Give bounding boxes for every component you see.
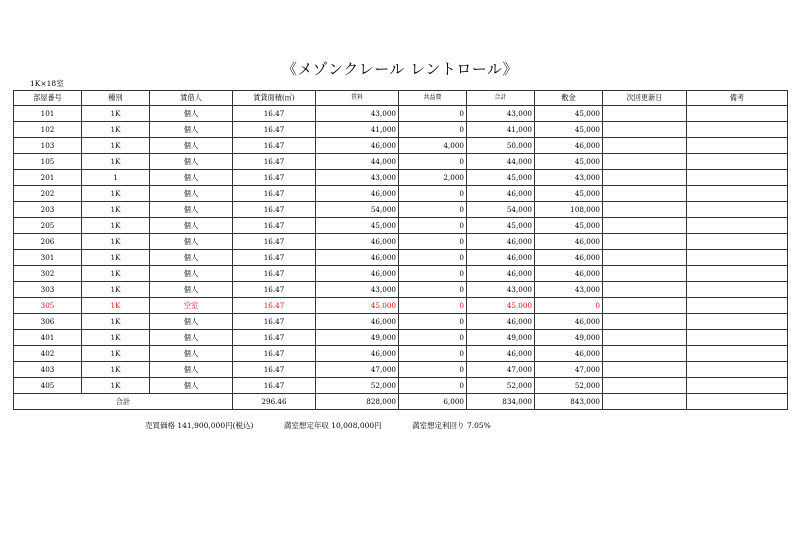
totals-row [14, 394, 788, 410]
cell-area: 16.47 [233, 122, 316, 138]
cell-tenant: 個人 [150, 202, 233, 218]
cell-room: 301 [14, 250, 82, 266]
header-renewal: 次回更新日 [603, 91, 687, 106]
cell-total: 46,000 [467, 346, 535, 362]
cell-tenant: 個人 [150, 186, 233, 202]
cell-total: 44,000 [467, 154, 535, 170]
cell-common-fee: 0 [399, 122, 467, 138]
cell-room: 303 [14, 282, 82, 298]
cell-notes [687, 154, 788, 170]
cell-total: 52,000 [467, 378, 535, 394]
cell-renewal [603, 138, 687, 154]
cell-room: 103 [14, 138, 82, 154]
cell-notes [687, 186, 788, 202]
cell-renewal [603, 362, 687, 378]
cell-tenant: 個人 [150, 282, 233, 298]
rent-roll-table [13, 90, 788, 410]
header-common-fee: 共益費 [399, 91, 467, 106]
cell-notes [687, 138, 788, 154]
table-row [14, 378, 788, 394]
cell-renewal [603, 122, 687, 138]
cell-area: 16.47 [233, 138, 316, 154]
cell-rent: 45,000 [316, 298, 399, 314]
cell-deposit: 47,000 [535, 362, 603, 378]
cell-notes [687, 234, 788, 250]
cell-room: 105 [14, 154, 82, 170]
cell-type: 1K [82, 122, 150, 138]
cell-notes [687, 266, 788, 282]
cell-type: 1K [82, 250, 150, 266]
cell-notes [687, 250, 788, 266]
cell-common-fee: 0 [399, 250, 467, 266]
cell-rent: 46,000 [316, 234, 399, 250]
totals-common-fee: 6,000 [399, 394, 467, 410]
table-row [14, 170, 788, 186]
cell-renewal [603, 314, 687, 330]
cell-deposit: 45,000 [535, 154, 603, 170]
table-row [14, 122, 788, 138]
table-header-row [14, 91, 788, 106]
cell-type: 1K [82, 346, 150, 362]
cell-total: 49,000 [467, 330, 535, 346]
totals-notes [687, 394, 788, 410]
cell-rent: 43,000 [316, 170, 399, 186]
cell-deposit: 46,000 [535, 250, 603, 266]
cell-rent: 52,000 [316, 378, 399, 394]
cell-type: 1K [82, 282, 150, 298]
cell-renewal [603, 218, 687, 234]
cell-type: 1K [82, 154, 150, 170]
summary-line [145, 420, 519, 431]
header-room: 部屋番号 [14, 91, 82, 106]
cell-common-fee: 0 [399, 378, 467, 394]
cell-notes [687, 362, 788, 378]
cell-renewal [603, 282, 687, 298]
cell-tenant: 個人 [150, 362, 233, 378]
cell-room: 305 [14, 298, 82, 314]
cell-common-fee: 0 [399, 330, 467, 346]
unit-count-note: 1K×18室 [30, 79, 64, 88]
cell-rent: 47,000 [316, 362, 399, 378]
cell-rent: 43,000 [316, 106, 399, 122]
cell-deposit: 45,000 [535, 106, 603, 122]
cell-rent: 46,000 [316, 138, 399, 154]
cell-tenant: 空室 [150, 298, 233, 314]
cell-total: 45,000 [467, 218, 535, 234]
cell-common-fee: 0 [399, 346, 467, 362]
cell-renewal [603, 330, 687, 346]
cell-rent: 49,000 [316, 330, 399, 346]
cell-room: 206 [14, 234, 82, 250]
cell-notes [687, 218, 788, 234]
cell-renewal [603, 234, 687, 250]
cell-rent: 43,000 [316, 282, 399, 298]
cell-common-fee: 0 [399, 266, 467, 282]
cell-area: 16.47 [233, 266, 316, 282]
cell-notes [687, 122, 788, 138]
cell-renewal [603, 186, 687, 202]
cell-type: 1 [82, 170, 150, 186]
cell-deposit: 49,000 [535, 330, 603, 346]
cell-rent: 46,000 [316, 314, 399, 330]
cell-area: 16.47 [233, 362, 316, 378]
table-row [14, 186, 788, 202]
cell-room: 403 [14, 362, 82, 378]
cell-total: 43,000 [467, 106, 535, 122]
cell-deposit: 46,000 [535, 314, 603, 330]
cell-common-fee: 4,000 [399, 138, 467, 154]
header-deposit: 敷金 [535, 91, 603, 106]
cell-renewal [603, 266, 687, 282]
table-row [14, 362, 788, 378]
cell-tenant: 個人 [150, 250, 233, 266]
cell-rent: 46,000 [316, 250, 399, 266]
cell-type: 1K [82, 362, 150, 378]
table-row [14, 298, 788, 314]
full-occupancy-yield: 満室想定利回り 7.05% [412, 421, 491, 430]
totals-label: 合計 [14, 394, 233, 410]
cell-tenant: 個人 [150, 378, 233, 394]
cell-notes [687, 170, 788, 186]
cell-room: 405 [14, 378, 82, 394]
cell-area: 16.47 [233, 330, 316, 346]
cell-rent: 46,000 [316, 186, 399, 202]
cell-common-fee: 0 [399, 314, 467, 330]
header-tenant: 賃借人 [150, 91, 233, 106]
cell-total: 41,000 [467, 122, 535, 138]
cell-deposit: 52,000 [535, 378, 603, 394]
cell-type: 1K [82, 202, 150, 218]
cell-tenant: 個人 [150, 122, 233, 138]
cell-rent: 41,000 [316, 122, 399, 138]
cell-area: 16.47 [233, 298, 316, 314]
cell-deposit: 46,000 [535, 138, 603, 154]
table-row [14, 154, 788, 170]
cell-renewal [603, 154, 687, 170]
table-row [14, 218, 788, 234]
cell-room: 306 [14, 314, 82, 330]
totals-deposit: 843,000 [535, 394, 603, 410]
cell-deposit: 45,000 [535, 122, 603, 138]
cell-common-fee: 0 [399, 218, 467, 234]
cell-room: 101 [14, 106, 82, 122]
cell-common-fee: 0 [399, 282, 467, 298]
cell-total: 54,000 [467, 202, 535, 218]
cell-tenant: 個人 [150, 170, 233, 186]
cell-tenant: 個人 [150, 346, 233, 362]
cell-type: 1K [82, 314, 150, 330]
cell-total: 46,000 [467, 250, 535, 266]
cell-total: 45,000 [467, 298, 535, 314]
cell-room: 401 [14, 330, 82, 346]
cell-renewal [603, 170, 687, 186]
table-row [14, 106, 788, 122]
cell-deposit: 46,000 [535, 234, 603, 250]
cell-area: 16.47 [233, 154, 316, 170]
cell-area: 16.47 [233, 170, 316, 186]
cell-common-fee: 0 [399, 202, 467, 218]
cell-total: 46,000 [467, 234, 535, 250]
cell-type: 1K [82, 266, 150, 282]
cell-rent: 46,000 [316, 266, 399, 282]
cell-notes [687, 330, 788, 346]
header-rent: 賃料 [316, 91, 399, 106]
cell-notes [687, 282, 788, 298]
cell-total: 46,000 [467, 314, 535, 330]
cell-room: 205 [14, 218, 82, 234]
cell-room: 102 [14, 122, 82, 138]
cell-notes [687, 298, 788, 314]
cell-notes [687, 106, 788, 122]
cell-tenant: 個人 [150, 138, 233, 154]
cell-deposit: 108,000 [535, 202, 603, 218]
cell-notes [687, 202, 788, 218]
cell-area: 16.47 [233, 314, 316, 330]
cell-total: 46,000 [467, 186, 535, 202]
cell-room: 203 [14, 202, 82, 218]
cell-area: 16.47 [233, 250, 316, 266]
cell-tenant: 個人 [150, 106, 233, 122]
table-row [14, 266, 788, 282]
cell-type: 1K [82, 234, 150, 250]
cell-notes [687, 314, 788, 330]
cell-renewal [603, 202, 687, 218]
cell-deposit: 43,000 [535, 170, 603, 186]
cell-rent: 44,000 [316, 154, 399, 170]
cell-type: 1K [82, 106, 150, 122]
header-area: 賃貸面積(㎡) [233, 91, 316, 106]
cell-total: 47,000 [467, 362, 535, 378]
cell-renewal [603, 346, 687, 362]
full-occupancy-income: 満室想定年収 10,008,000円 [283, 421, 382, 430]
cell-type: 1K [82, 218, 150, 234]
header-type: 種別 [82, 91, 150, 106]
cell-tenant: 個人 [150, 234, 233, 250]
header-notes: 備考 [687, 91, 788, 106]
cell-common-fee: 0 [399, 298, 467, 314]
cell-tenant: 個人 [150, 218, 233, 234]
totals-renewal [603, 394, 687, 410]
cell-deposit: 46,000 [535, 346, 603, 362]
cell-total: 45,000 [467, 170, 535, 186]
cell-area: 16.47 [233, 186, 316, 202]
sale-price: 売買価格 141,900,000円(税込) [145, 421, 254, 430]
cell-common-fee: 0 [399, 106, 467, 122]
cell-deposit: 46,000 [535, 266, 603, 282]
totals-rent: 828,000 [316, 394, 399, 410]
cell-deposit: 0 [535, 298, 603, 314]
cell-common-fee: 2,000 [399, 170, 467, 186]
cell-total: 50,000 [467, 138, 535, 154]
cell-tenant: 個人 [150, 314, 233, 330]
cell-deposit: 43,000 [535, 282, 603, 298]
cell-type: 1K [82, 330, 150, 346]
cell-total: 43,000 [467, 282, 535, 298]
cell-area: 16.47 [233, 106, 316, 122]
cell-tenant: 個人 [150, 330, 233, 346]
cell-common-fee: 0 [399, 154, 467, 170]
header-total: 合計 [467, 91, 535, 106]
cell-rent: 46,000 [316, 346, 399, 362]
cell-common-fee: 0 [399, 186, 467, 202]
cell-type: 1K [82, 378, 150, 394]
cell-type: 1K [82, 186, 150, 202]
cell-area: 16.47 [233, 202, 316, 218]
table-row [14, 234, 788, 250]
cell-rent: 54,000 [316, 202, 399, 218]
totals-total: 834,000 [467, 394, 535, 410]
cell-area: 16.47 [233, 378, 316, 394]
document-title: 《メゾンクレール レントロール》 [281, 60, 519, 78]
cell-type: 1K [82, 298, 150, 314]
cell-room: 202 [14, 186, 82, 202]
cell-rent: 45,000 [316, 218, 399, 234]
cell-notes [687, 378, 788, 394]
cell-common-fee: 0 [399, 362, 467, 378]
cell-notes [687, 346, 788, 362]
cell-room: 402 [14, 346, 82, 362]
cell-deposit: 45,000 [535, 218, 603, 234]
cell-area: 16.47 [233, 282, 316, 298]
cell-renewal [603, 106, 687, 122]
cell-area: 16.47 [233, 218, 316, 234]
cell-common-fee: 0 [399, 234, 467, 250]
cell-renewal [603, 298, 687, 314]
cell-type: 1K [82, 138, 150, 154]
table-row [14, 330, 788, 346]
cell-renewal [603, 378, 687, 394]
cell-deposit: 45,000 [535, 186, 603, 202]
cell-area: 16.47 [233, 234, 316, 250]
cell-total: 46,000 [467, 266, 535, 282]
cell-tenant: 個人 [150, 154, 233, 170]
table-row [14, 250, 788, 266]
cell-area: 16.47 [233, 346, 316, 362]
table-row [14, 138, 788, 154]
cell-renewal [603, 250, 687, 266]
cell-room: 201 [14, 170, 82, 186]
cell-room: 302 [14, 266, 82, 282]
table-row [14, 202, 788, 218]
totals-area: 296.46 [233, 394, 316, 410]
table-row [14, 282, 788, 298]
cell-tenant: 個人 [150, 266, 233, 282]
table-row [14, 314, 788, 330]
table-row [14, 346, 788, 362]
